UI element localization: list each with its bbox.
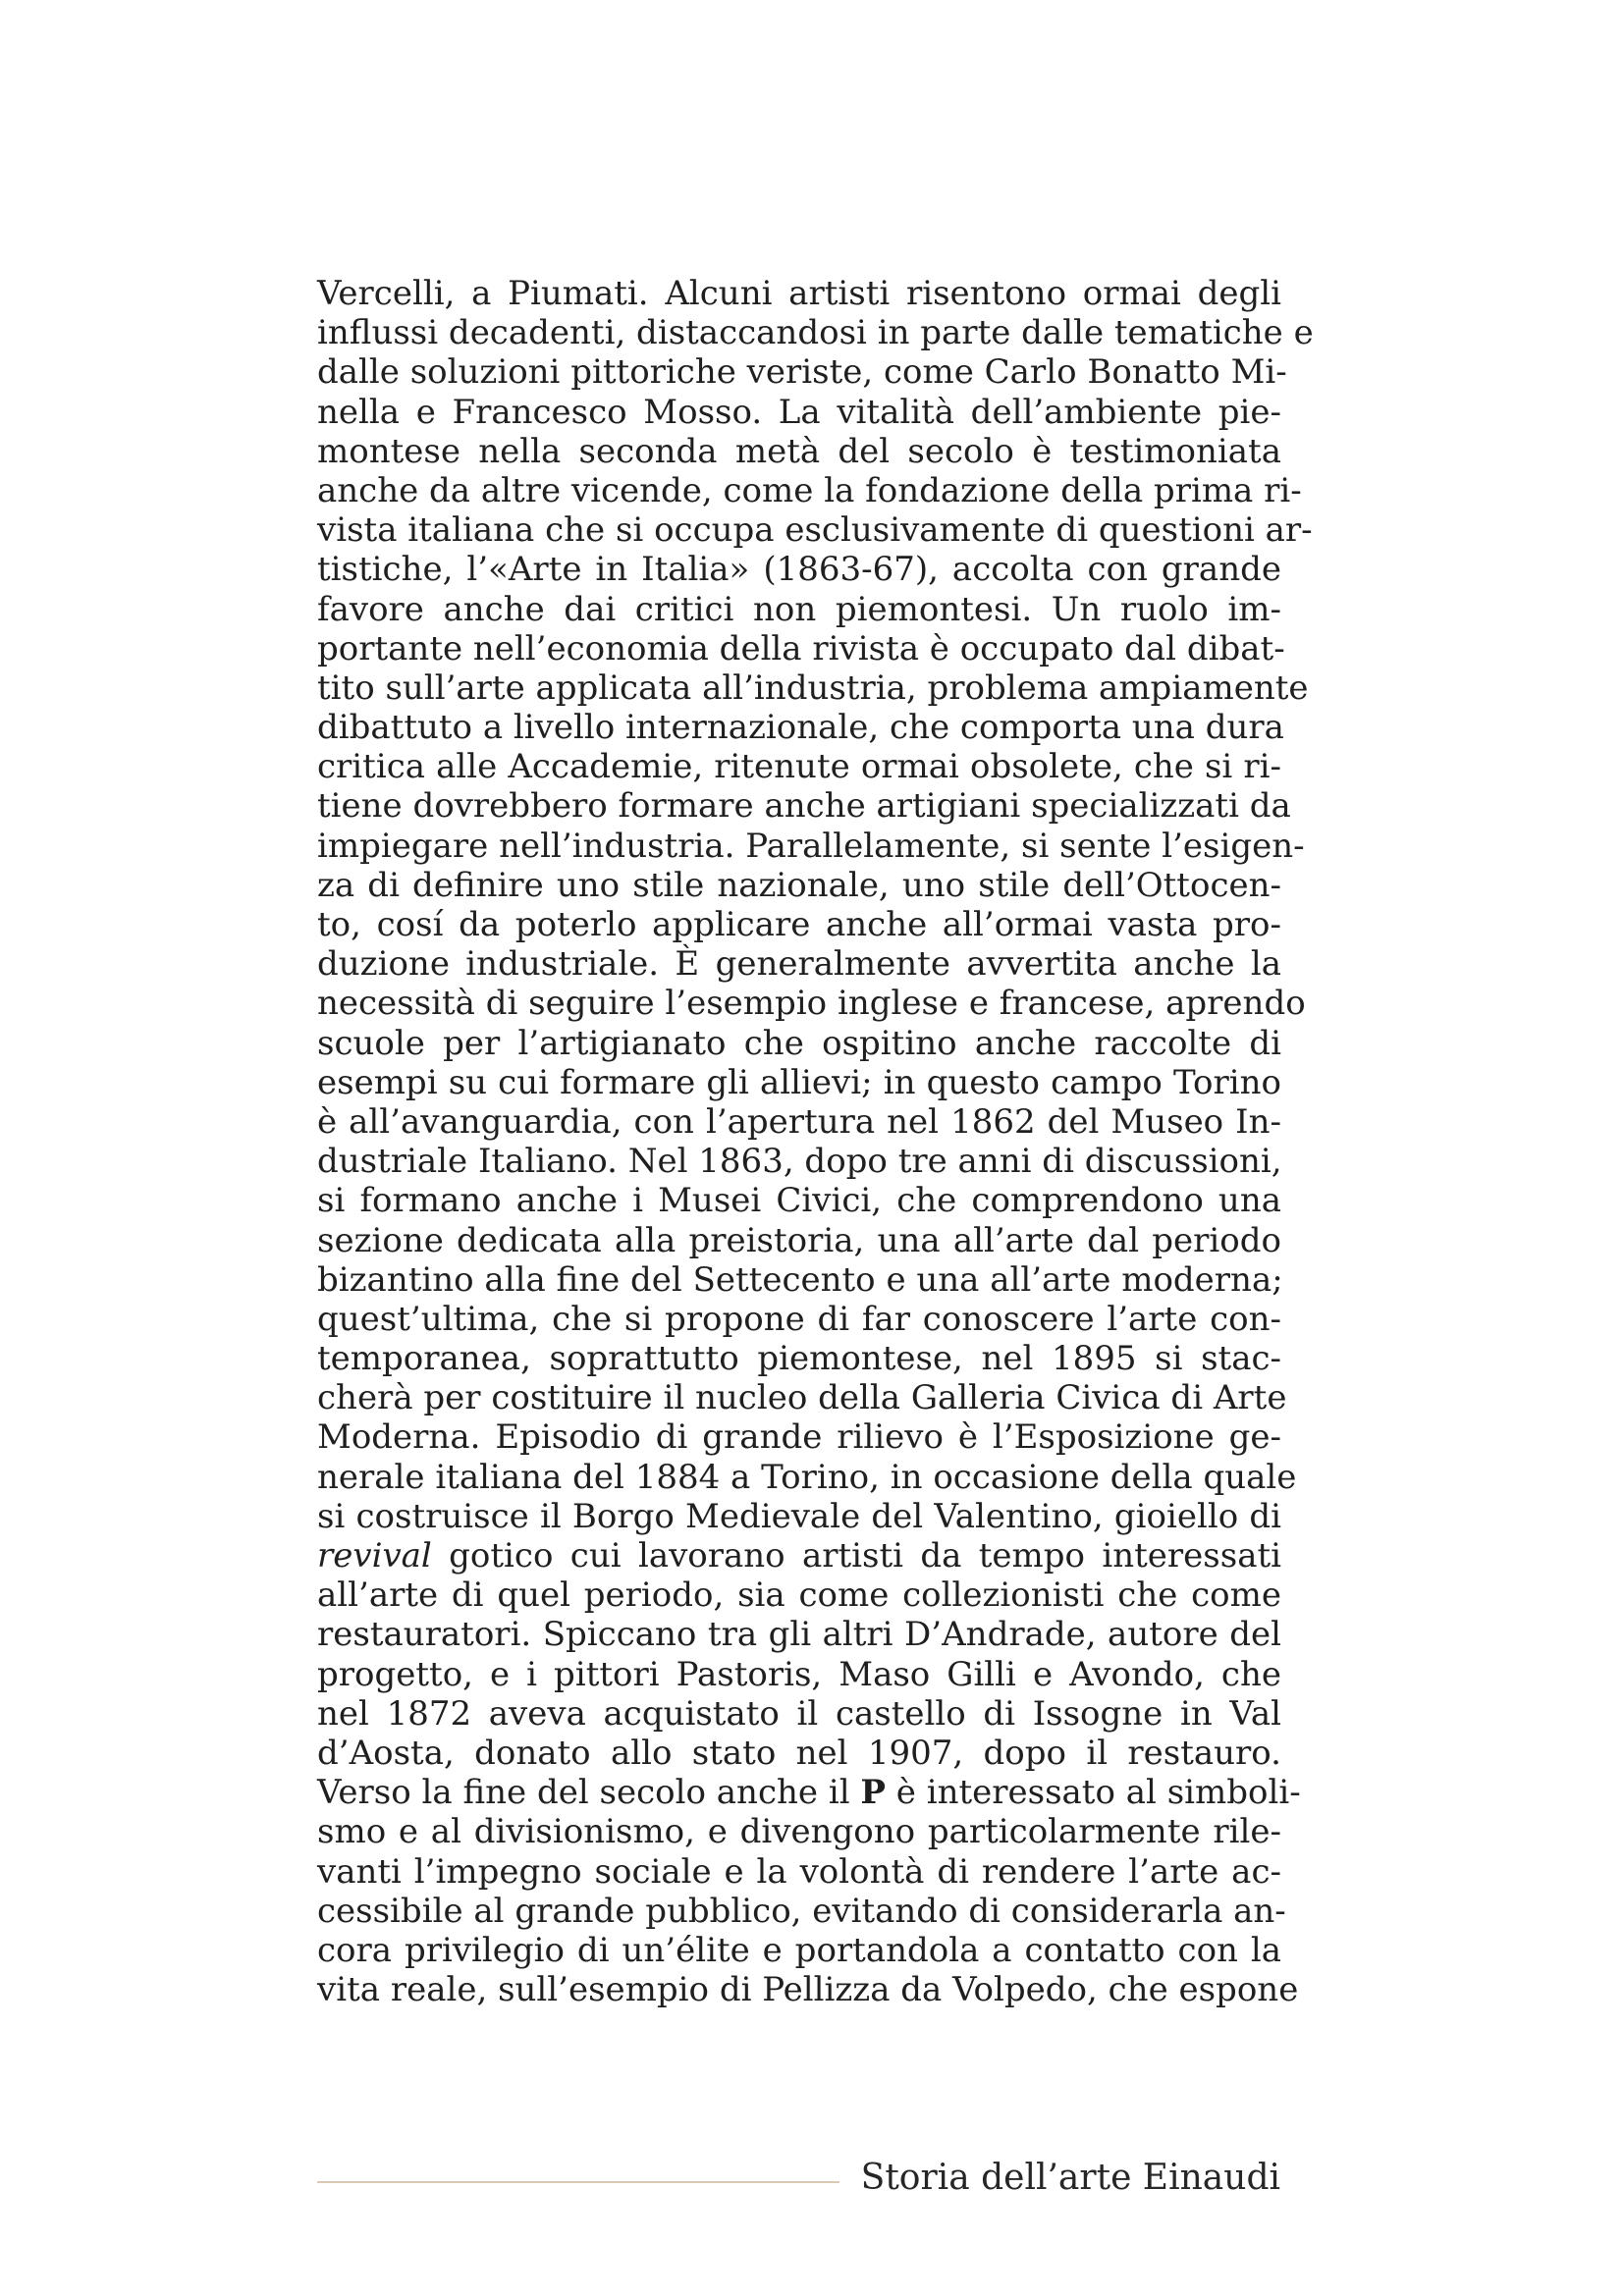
footer-title: Storia dell’arte Einaudi [860,2158,1280,2198]
body-text [317,274,1314,2010]
bold-letter: P [860,1773,886,1813]
text-line: anche da altre vicende, come la fondazione della prima ri- [317,470,1302,510]
text-line: progetto, e i pittori Pastoris, Maso Gilli e Avondo, che [317,1654,1281,1694]
line-end: è interessato al simboli- [885,1773,1301,1813]
text-line: portante nell’economia della rivista è occupato dal dibat- [317,628,1285,668]
footer-rule [317,2181,839,2183]
text-line: dustriale Italiano. Nel 1863, dopo tre anni di discussioni, [317,1142,1282,1182]
text-line: montese nella seconda metà del secolo è testimoniata [317,431,1281,471]
text-line: cherà per costituire il nucleo della Galleria Civica di Arte [317,1378,1287,1418]
italic-word: revival [317,1536,432,1575]
text-line: Vercelli, a Piumati. Alcuni artisti risentono ormai degli [317,274,1281,313]
text-line: cora privilegio di un’élite e portandola a contatto con la [317,1930,1281,1970]
text-line: vista italiana che si occupa esclusivamente di questioni ar- [317,510,1313,551]
text-line: tistiche, l’«Arte in Italia» (1863-67), accolta con grande [317,550,1281,590]
text-line: si formano anche i Musei Civici, che comprendono una [317,1181,1281,1221]
text-line: si costruisce il Borgo Medievale del Valentino, gioiello di [317,1496,1281,1536]
text-line: dalle soluzioni pittoriche veriste, come Carlo Bonatto Mi- [317,352,1287,393]
text-line: critica alle Accademie, ritenute ormai obsolete, che si ri- [317,747,1281,787]
text-line: all’arte di quel periodo, sia come collezionisti che come [317,1575,1281,1616]
text-line: vita reale, sull’esempio di Pellizza da Volpedo, che espone [317,1970,1299,2010]
line-rest: gotico cui lavorano artisti da tempo interessati [431,1536,1281,1575]
text-line: Moderna. Episodio di grande rilievo è l’Esposizione ge- [317,1417,1281,1458]
text-line-with-italic [317,1536,1281,1575]
text-line: restauratori. Spiccano tra gli altri D’Andrade, autore del [317,1615,1281,1655]
text-line: quest’ultima, che si propone di far conoscere l’arte con- [317,1299,1281,1339]
text-line: impiegare nell’industria. Parallelamente, si sente l’esigen- [317,826,1305,866]
text-line: è all’avanguardia, con l’apertura nel 1862 del Museo In- [317,1101,1281,1142]
text-line-with-bold [317,1773,1301,1813]
text-line: dibattuto a livello internazionale, che comporta una dura [317,708,1284,748]
text-line: to, cosí da poterlo applicare anche all’ormai vasta pro- [317,905,1281,944]
text-line: influssi decadenti, distaccandosi in parte dalle tematiche e [317,313,1314,353]
text-line: vanti l’impegno sociale e la volontà di rendere l’arte ac- [317,1851,1281,1892]
text-line: bizantino alla fine del Settecento e una all’arte moderna; [317,1259,1283,1300]
text-line: favore anche dai critici non piemontesi. Un ruolo im- [317,589,1281,629]
line-start: Verso la fine del secolo anche il [317,1773,861,1813]
text-line: nel 1872 aveva acquistato il castello di Issogne in Val [317,1693,1281,1734]
text-line: nerale italiana del 1884 a Torino, in occasione della quale [317,1457,1297,1497]
text-line: temporanea, soprattutto piemontese, nel 1895 si stac- [317,1339,1281,1379]
text-line: d’Aosta, donato allo stato nel 1907, dopo il restauro. [317,1733,1281,1773]
text-line: smo e al divisionismo, e divengono particolarmente rile- [317,1812,1281,1852]
text-line: cessibile al grande pubblico, evitando di considerarla an- [317,1891,1286,1931]
text-line: duzione industriale. È generalmente avvertita anche la [317,944,1281,985]
text-line: tito sull’arte applicata all’industria, problema ampiamente [317,667,1309,708]
text-line: scuole per l’artigianato che ospitino anche raccolte di [317,1023,1281,1063]
text-line: nella e Francesco Mosso. La vitalità dell’ambiente pie- [317,392,1281,432]
text-line: tiene dovrebbero formare anche artigiani specializzati da [317,786,1291,827]
text-line: za di definire uno stile nazionale, uno stile dell’Ottocen- [317,865,1281,905]
text-line: necessità di seguire l’esempio inglese e francese, aprendo [317,984,1306,1024]
text-line: sezione dedicata alla preistoria, una all’arte dal periodo [317,1220,1281,1260]
text-line: esempi su cui formare gli allievi; in questo campo Torino [317,1062,1281,1102]
